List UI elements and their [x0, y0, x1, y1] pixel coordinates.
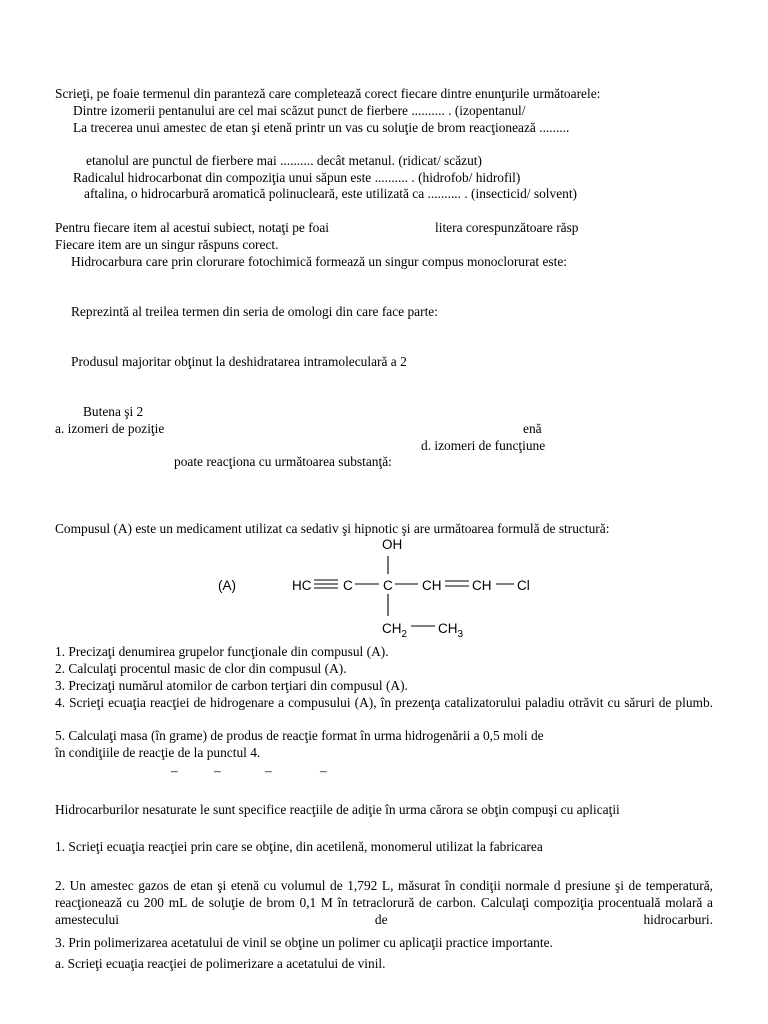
formula-c2: C	[383, 578, 393, 593]
mc-instruction-part-a: Pentru fiecare item al acestui subiect, notaţi pe foai	[55, 220, 330, 235]
fill-in-item-5: aftalina, o hidrocarbură aromatică polinucleară, este utilizată ca .......... . (insecticid/ solvent)	[84, 186, 578, 201]
fill-in-item-1: Dintre izomerii pentanului are cel mai scăzut punct de fierbere .......... . (izopentanul/	[73, 103, 526, 118]
last-task-2: 2. Un amestec gazos de etan şi etenă cu volumul de 1,792 L, măsurat în condiţii normale d presiune şi de temperatură, reacţionează cu 200 mL de soluţie de brom 0,1 M în tetraclorură de carbon. Calculaţi compoziţia procentuală molară a amestecului de hidrocarburi.	[55, 878, 713, 927]
formula-ch-1: CH	[422, 578, 442, 593]
structural-formula	[218, 534, 538, 642]
mc-q4-option-d: d. izomeri de funcţiune	[421, 438, 546, 453]
compound-intro: Compusul (A) este un medicament utilizat ca sedativ şi hipnotic şi are următoarea formulă de structură:	[55, 521, 610, 536]
formula-oh: OH	[382, 537, 403, 552]
last-task-3: 3. Prin polimerizarea acetatului de vinil se obţine un polimer cu aplicaţii practice importante.	[55, 935, 553, 950]
dash-mark: –	[265, 763, 272, 778]
fill-in-item-3: etanolul are punctul de fierbere mai .......... decât metanul. (ridicat/ scăzut)	[86, 153, 482, 168]
mc-question-4: Butena şi 2	[83, 404, 144, 419]
compound-task-2: 2. Calculaţi procentul masic de clor din compusul (A).	[55, 661, 347, 676]
formula-label: (A)	[218, 578, 236, 593]
mc-q4-option-a: a. izomeri de poziţie	[55, 421, 165, 436]
mc-instruction-2: Fiecare item are un singur răspuns corect.	[55, 237, 279, 252]
mc-instruction-part-b: litera corespunzătoare răsp	[435, 220, 579, 235]
formula-ch2-group: $CH_2$	[382, 621, 408, 640]
formula-hc: HC	[292, 578, 312, 593]
dash-mark: –	[320, 763, 327, 778]
fill-in-instruction: Scrieţi, pe foaie termenul din paranteză care completează corect fiecare dintre enunţurile următoarele:	[55, 86, 601, 101]
last-task-3a: a. Scrieţi ecuaţia reacţiei de polimerizare a acetatului de vinil.	[55, 956, 386, 971]
formula-ch-2: CH	[472, 578, 492, 593]
fill-in-item-4: Radicalul hidrocarbonat din compoziţia unui săpun este .......... . (hidrofob/ hidrofil)	[73, 170, 521, 185]
mc-question-5: poate reacţiona cu următoarea substanţă:	[174, 454, 392, 469]
mc-question-3: Produsul majoritar obţinut la deshidratarea intramoleculară a 2	[71, 354, 407, 369]
formula-ch3-group: $CH_3$	[438, 621, 464, 640]
compound-task-3: 3. Precizaţi numărul atomilor de carbon terţiari din compusul (A).	[55, 678, 408, 693]
mc-question-2: Reprezintă al treilea termen din seria de omologi din care face parte:	[71, 304, 438, 319]
compound-task-4: 4. Scrieţi ecuaţia reacţiei de hidrogenare a compusului (A), în prezenţa catalizatorului paladiu otrăvit cu săruri de plumb.	[55, 695, 713, 710]
compound-task-1: 1. Precizaţi denumirea grupelor funcţionale din compusul (A).	[55, 644, 389, 659]
fill-in-item-2: La trecerea unui amestec de etan şi etenă printr un vas cu soluţie de brom reacţionează .........	[73, 120, 570, 135]
compound-task-5-line-2: în condiţiile de reacţie de la punctul 4.	[55, 745, 261, 760]
dash-mark: –	[171, 763, 178, 778]
formula-cl: Cl	[517, 578, 530, 593]
compound-task-5-line-1: 5. Calculaţi masa (în grame) de produs de reacţie format în urma hidrogenării a 0,5 moli de	[55, 728, 544, 743]
last-task-1: 1. Scrieţi ecuaţia reacţiei prin care se obţine, din acetilenă, monomerul utilizat la fabricarea	[55, 839, 543, 854]
mc-q4-fragment: enă	[523, 421, 542, 436]
formula-c1: C	[343, 578, 353, 593]
last-section-intro: Hidrocarburilor nesaturate le sunt specifice reacţiile de adiţie în urma cărora se obţin compuşi cu aplicaţii	[55, 802, 620, 817]
dash-mark: –	[214, 763, 221, 778]
mc-question-1: Hidrocarbura care prin clorurare fotochimică formează un singur compus monoclorurat este:	[71, 254, 567, 269]
